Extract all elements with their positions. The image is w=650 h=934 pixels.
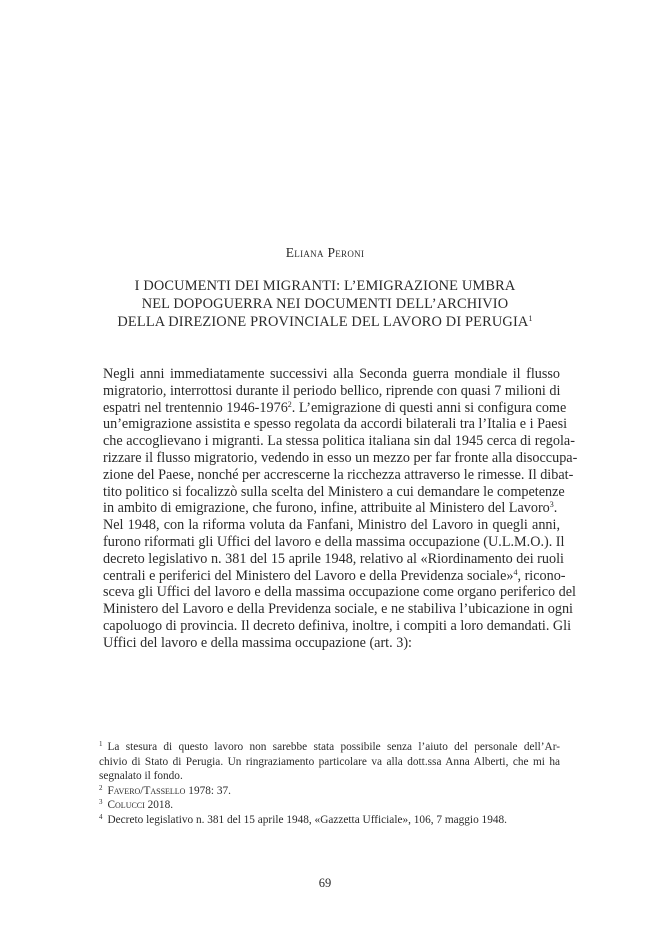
footnote-line: $^4$ Decreto legislativo n. 381 del 15 aprile 1948, «Gazzetta Ufficiale», 106, 7 maggio 1948. [99, 812, 507, 826]
text-line: Ministero del Lavoro e della Previdenza sociale, e ne stabiliva l’ubicazione in ogni [103, 601, 573, 618]
text-line: capoluogo di provincia. Il decreto definiva, inoltre, i compiti a loro demandati. Gli [103, 617, 572, 634]
footnote [88, 740, 560, 784]
text-line: centrali e periferici del Ministero del Lavoro e della Previdenza sociale»$^4$, ricono- [103, 567, 566, 584]
text-line: Uffici del lavoro e della massima occupazione (art. 3): [103, 634, 412, 651]
body-paragraph [88, 517, 576, 651]
footnote-number: 3 [99, 798, 103, 807]
body-paragraph [88, 366, 578, 517]
text-line: sceva gli Uffici del lavoro e della massima occupazione come organo periferico del [103, 584, 576, 601]
footnote-number: 4 [99, 812, 103, 821]
footnote-ref[interactable]: 2 [287, 399, 292, 409]
text-line: che accoglievano i migranti. La stessa politica italiana sin dal 1945 cerca di regola- [103, 433, 575, 450]
footnote [88, 798, 560, 813]
title-line: NEL DOPOGUERRA NEI DOCUMENTI DELL’ARCHIVIO [141, 296, 509, 312]
footnote-ref[interactable]: 3 [549, 500, 554, 510]
text-line: Negli anni immediatamente successivi alla Seconda guerra mondiale il flusso [103, 366, 560, 382]
text-line: un’emigrazione assistita e spesso regolata da accordi bilaterali tra l’Italia e i Paesi [103, 416, 568, 433]
footnotes [88, 740, 560, 828]
footnote [88, 813, 560, 828]
footnote-line: $^1$ La stesura di questo lavoro non sarebbe stata possibile senza l’aiuto del personale dell’Ar- [99, 740, 560, 753]
author-name [0, 245, 650, 261]
footnote-line: $^3$ Colucci 2018. [99, 798, 174, 812]
footnote-line: $^2$ Favero/Tassello 1978: 37. [99, 783, 231, 797]
text-line: rizzare il flusso migratorio, vedendo in esso un mezzo per far fronte alla disoccupa- [103, 449, 578, 466]
author-last-name: Peroni [327, 245, 365, 260]
footnote-ref[interactable]: 1 [528, 314, 533, 323]
title-line: DELLA DIREZIONE PROVINCIALE DEL LAVORO DI PERUGIA$^1$ [117, 314, 533, 330]
text-line: Nel 1948, con la riforma voluta da Fanfani, Ministro del Lavoro in quegli anni, [103, 517, 560, 534]
body-text [88, 366, 578, 652]
text-line: migratorio, interrottosi durante il periodo bellico, riprende con quasi 7 milioni di [103, 382, 561, 399]
title-line: I DOCUMENTI DEI MIGRANTI: L’EMIGRAZIONE UMBRA [134, 278, 516, 294]
text-line: tito politico si focalizzò sulla scelta del Ministero a cui demandare le competenze [103, 483, 565, 500]
footnote-line: segnalato il fondo. [99, 770, 183, 783]
page-number: 69 [318, 876, 332, 890]
text-line: zione del Paese, nonché per accrescerne la ricchezza attraverso le rimesse. Il dibat- [103, 466, 574, 483]
footnote [88, 784, 560, 799]
footnote-number: 1 [99, 740, 103, 748]
footnote-ref[interactable]: 4 [513, 567, 518, 577]
article-title [0, 277, 650, 331]
author-first-name: Eliana [285, 245, 324, 260]
footnote-line: chivio di Stato di Perugia. Un ringraziamento particolare va alla dott.ssa Anna Alberti, che mi ha [99, 755, 560, 768]
text-line: in ambito di emigrazione, che furono, infine, attribuite al Ministero del Lavoro$^3$. [103, 500, 558, 517]
text-line: decreto legislativo n. 381 del 15 aprile 1948, relativo al «Riordinamento dei ruoli [103, 550, 564, 567]
footnote-number: 2 [99, 783, 103, 792]
text-line: furono riformati gli Uffici del lavoro e della massima occupazione (U.L.M.O.). Il [103, 533, 565, 550]
text-line: espatri nel trentennio 1946-1976$^2$. L’emigrazione di questi anni si configura come [103, 399, 567, 416]
